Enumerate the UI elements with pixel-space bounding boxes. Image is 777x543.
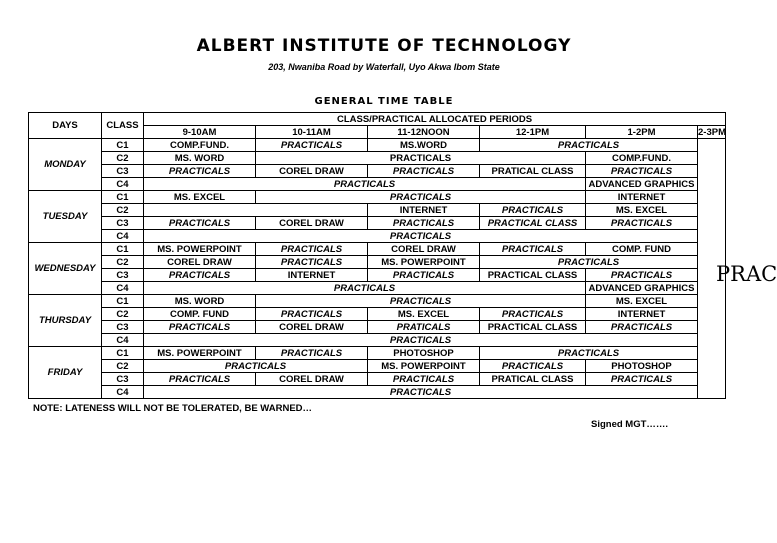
class-label: C4 <box>102 282 144 295</box>
period-cell: PRACTICALS <box>586 269 698 282</box>
period-cell: COREL DRAW <box>368 243 480 256</box>
period-cell: INTERNET <box>256 269 368 282</box>
table-row <box>29 204 726 217</box>
period-cell: PRACTICALS <box>368 217 480 230</box>
period-cell: PRACTICALS <box>586 217 698 230</box>
period-cell: COMP. FUND <box>144 308 256 321</box>
period-cell: PRACTICALS <box>480 204 586 217</box>
table-row <box>29 191 726 204</box>
day-label: THURSDAY <box>29 295 102 347</box>
class-label: C4 <box>102 230 144 243</box>
period-cell: MS. EXCEL <box>144 191 256 204</box>
class-label: C2 <box>102 204 144 217</box>
class-label: C1 <box>102 139 144 152</box>
table-row <box>29 165 726 178</box>
period-cell: MS. WORD <box>144 295 256 308</box>
table-row <box>29 230 726 243</box>
day-label: WEDNESDAY <box>29 243 102 295</box>
period-header: 9-10AM <box>144 126 256 139</box>
period-cell: PRACTICALS <box>144 269 256 282</box>
periods-header: CLASS/PRACTICAL ALLOCATED PERIODS <box>144 113 726 126</box>
period-cell: PRACTICALS <box>256 256 368 269</box>
period-cell: INTERNET <box>586 191 698 204</box>
period-cell: PRACTICALS <box>480 347 698 360</box>
institute-address: 203, Nwaniba Road by Waterfall, Uyo Akwa Ibom State <box>268 62 500 72</box>
period-cell: PRACTICALS <box>368 165 480 178</box>
period-cell: COMP.FUND. <box>586 152 698 165</box>
period-cell: PRACTICALS <box>256 308 368 321</box>
period-cell: PRACTICALS <box>480 308 586 321</box>
class-label: C1 <box>102 295 144 308</box>
period-cell: PRACTICAL CLASS <box>480 269 586 282</box>
period-cell: PRACTICALS <box>256 191 586 204</box>
class-header: CLASS <box>102 113 144 139</box>
period-cell: PRACTICALS <box>480 256 698 269</box>
class-label: C2 <box>102 152 144 165</box>
period-cell: PRACTICALS <box>586 165 698 178</box>
period-cell: MS. POWERPOINT <box>368 360 480 373</box>
table-row <box>29 243 726 256</box>
period-cell: PRACTICALS <box>256 243 368 256</box>
period-cell: COMP.FUND. <box>144 139 256 152</box>
period-cell: PRACTICALS <box>144 321 256 334</box>
class-label: C3 <box>102 165 144 178</box>
day-label: TUESDAY <box>29 191 102 243</box>
table-row <box>29 217 726 230</box>
table-row <box>29 308 726 321</box>
period-cell: COREL DRAW <box>256 165 368 178</box>
period-cell: MS. POWERPOINT <box>144 243 256 256</box>
class-label: C1 <box>102 243 144 256</box>
table-row <box>29 139 726 152</box>
period-cell: PRACTICALS <box>144 178 586 191</box>
period-cell: COREL DRAW <box>256 373 368 386</box>
class-label: C4 <box>102 386 144 399</box>
period-cell: PRACTICALS <box>480 139 698 152</box>
period-cell: PRACTICALS <box>586 321 698 334</box>
class-label: C1 <box>102 191 144 204</box>
period-cell: COREL DRAW <box>256 217 368 230</box>
period-cell <box>144 204 368 217</box>
period-cell: COREL DRAW <box>256 321 368 334</box>
period-cell: PRACTICALS <box>144 386 698 399</box>
period-header: 1-2PM <box>586 126 698 139</box>
period-header: 10-11AM <box>256 126 368 139</box>
table-row <box>29 360 726 373</box>
table-row <box>29 334 726 347</box>
day-label: FRIDAY <box>29 347 102 399</box>
table-row <box>29 282 726 295</box>
period-cell: ADVANCED GRAPHICS <box>586 282 698 295</box>
period-cell: PRACTICAL CLASS <box>480 321 586 334</box>
class-label: C2 <box>102 308 144 321</box>
class-label: C3 <box>102 269 144 282</box>
period-cell: INTERNET <box>586 308 698 321</box>
period-cell: PRACTICALS <box>256 347 368 360</box>
period-cell: PRACTICALS <box>144 282 586 295</box>
table-row <box>29 295 726 308</box>
table-row <box>29 152 726 165</box>
day-label: MONDAY <box>29 139 102 191</box>
period-cell: PRACTICALS <box>144 230 698 243</box>
period-header: 12-1PM <box>480 126 586 139</box>
timetable <box>28 112 726 399</box>
period-cell: ADVANCED GRAPHICS <box>586 178 698 191</box>
table-row <box>29 256 726 269</box>
period-cell: PRACTICALS <box>480 243 586 256</box>
period-cell: MS. EXCEL <box>586 204 698 217</box>
clipped-overflow-text: PRAC <box>716 262 777 286</box>
period-cell: MS. POWERPOINT <box>144 347 256 360</box>
class-label: C4 <box>102 178 144 191</box>
period-cell: PRACTICALS <box>144 165 256 178</box>
class-label: C3 <box>102 217 144 230</box>
timetable-subtitle: GENERAL TIME TABLE <box>314 96 454 107</box>
period-cell: PRATICAL CLASS <box>480 373 586 386</box>
period-cell: MS. EXCEL <box>368 308 480 321</box>
class-label: C3 <box>102 373 144 386</box>
table-row <box>29 321 726 334</box>
period-cell: PRATICAL CLASS <box>480 165 586 178</box>
period-cell: PHOTOSHOP <box>586 360 698 373</box>
signature-line: Signed MGT……. <box>591 419 669 430</box>
class-label: C2 <box>102 256 144 269</box>
period-cell: PRACTICALS <box>144 217 256 230</box>
period-header: 2-3PM <box>698 126 726 138</box>
class-label: C4 <box>102 334 144 347</box>
period-cell: PRACTICALS <box>144 360 368 373</box>
table-row <box>29 347 726 360</box>
period-cell: INTERNET <box>368 204 480 217</box>
period-cell: PRACTICALS <box>480 360 586 373</box>
class-label: C2 <box>102 360 144 373</box>
lateness-note: NOTE: LATENESS WILL NOT BE TOLERATED, BE WARNED… <box>33 403 313 414</box>
period-cell: PRACTICALS <box>368 269 480 282</box>
period-cell: MS.WORD <box>368 139 480 152</box>
class-label: C1 <box>102 347 144 360</box>
header-row-1 <box>29 113 726 126</box>
table-row <box>29 178 726 191</box>
period-cell: PRACTICALS <box>586 373 698 386</box>
class-label: C3 <box>102 321 144 334</box>
period-cell: PRACTICALS <box>144 373 256 386</box>
period-cell: PRACTICALS <box>256 139 368 152</box>
table-row <box>29 269 726 282</box>
period-cell: PRACTICALS <box>256 295 586 308</box>
timetable-body <box>29 139 726 399</box>
document-title: ALBERT INSTITUTE OF TECHNOLOGY <box>196 36 572 56</box>
period-cell: PRACTICALS <box>368 373 480 386</box>
period-cell: PRATICALS <box>368 321 480 334</box>
period-cell: MS. POWERPOINT <box>368 256 480 269</box>
period-cell: COMP. FUND <box>586 243 698 256</box>
period-cell: PRACTICALS <box>256 152 586 165</box>
period-cell: PRACTICAL CLASS <box>480 217 586 230</box>
days-header: DAYS <box>29 113 102 139</box>
period-cell: PHOTOSHOP <box>368 347 480 360</box>
table-row <box>29 373 726 386</box>
period-header: 11-12NOON <box>368 126 480 139</box>
period-cell: MS. EXCEL <box>586 295 698 308</box>
table-row <box>29 386 726 399</box>
period-cell: MS. WORD <box>144 152 256 165</box>
period-cell: PRACTICALS <box>144 334 698 347</box>
period-cell: COREL DRAW <box>144 256 256 269</box>
